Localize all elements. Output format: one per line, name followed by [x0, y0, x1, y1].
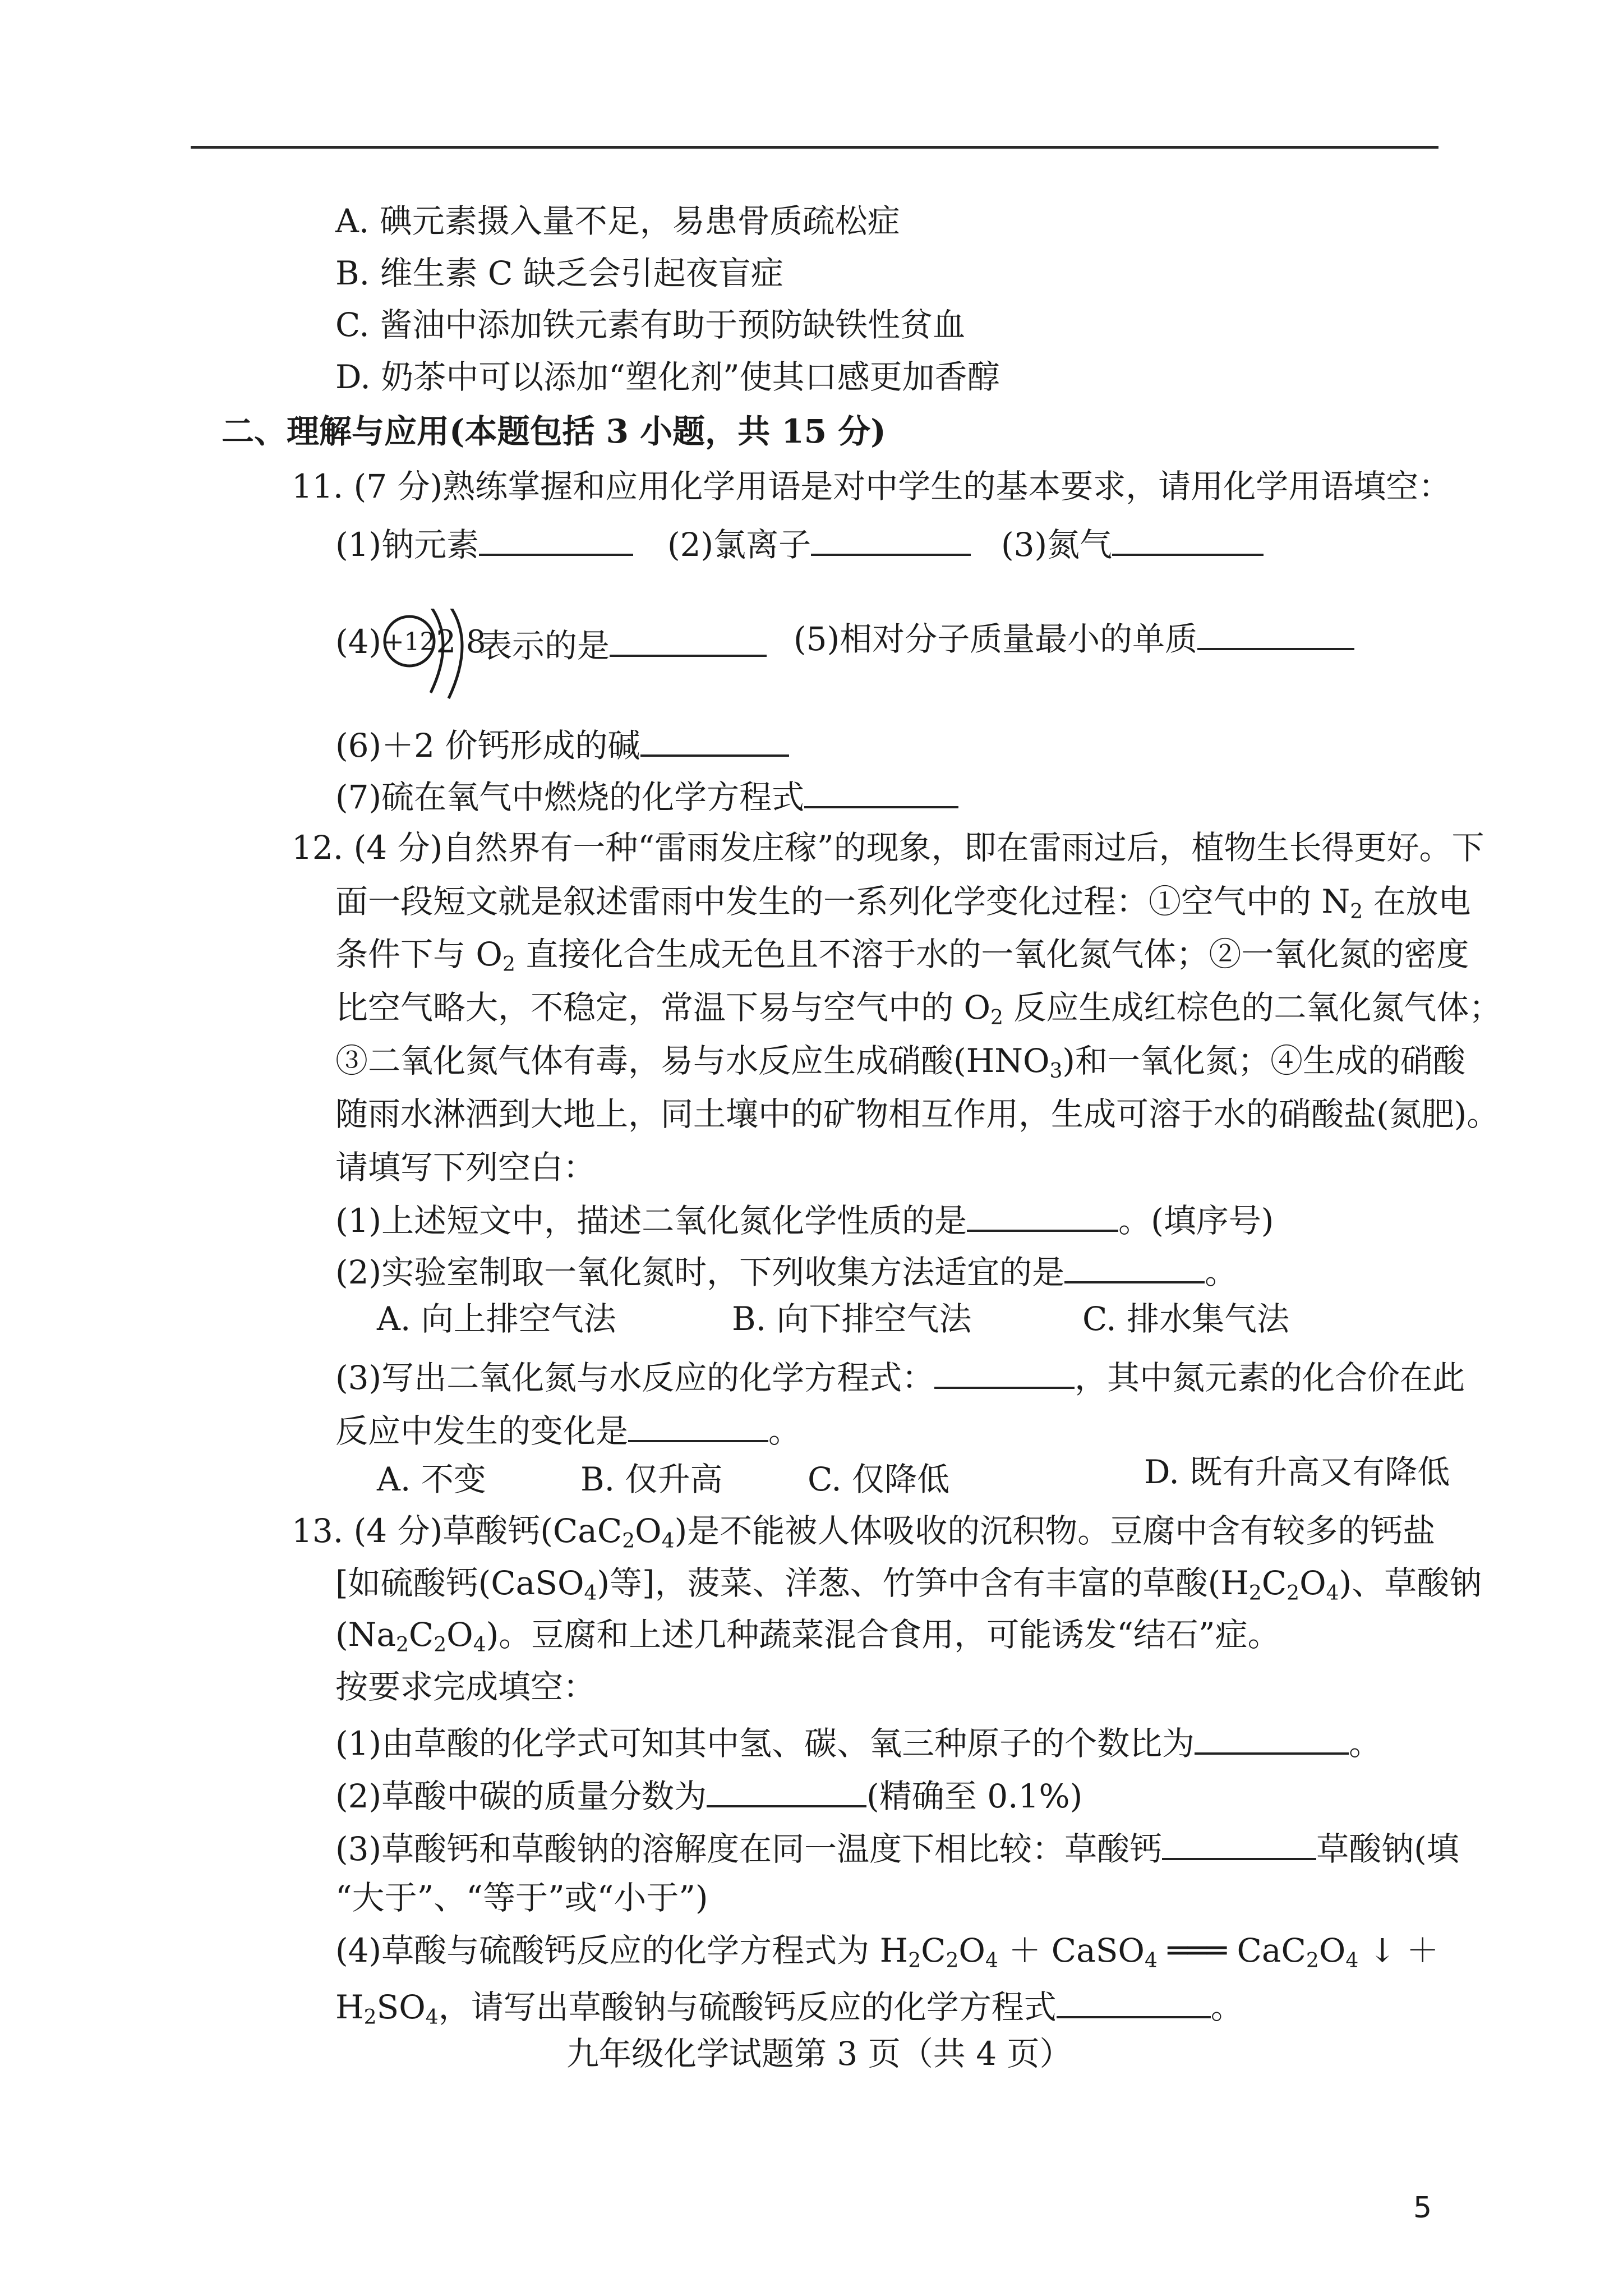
q11-part4-prefix: (4) [335, 623, 382, 661]
q12-part3-option-a: A. 不变 [377, 1460, 486, 1498]
answer-blank [640, 725, 789, 757]
q12-line: 条件下与 $O_2$ 直接化合生成无色且不溶于水的一氧化氮气体；②一氧化氮的密度 [335, 935, 1469, 976]
q13-line: 按要求完成填空： [335, 1668, 596, 1706]
section-title: 二、理解与应用(本题包括 3 小题，共 15 分) [222, 412, 886, 450]
q12-part1: (1)上述短文中，描述二氧化氮化学性质的是 。(填序号) [335, 1202, 1274, 1240]
q11-part2: (2)氯离子 [667, 524, 971, 561]
q13-stem: 13. (4 分)草酸钙$(CaC_2O_4)$是不能被人体吸收的沉积物。豆腐中含有较多的钙盐 [292, 1512, 1436, 1553]
answer-blank [804, 777, 958, 808]
answer-blank [934, 1358, 1075, 1389]
answer-blank [479, 524, 633, 556]
q13-part4-line2: $H_2SO_4$，请写出草酸钠与硫酸钙反应的化学方程式 。 [335, 1988, 1243, 2029]
q11-stem: 11. (7 分)熟练掌握和应用化学用语是对中学生的基本要求，请用化学用语填空： [292, 467, 1451, 505]
q11-part5: (5)相对分子质量最小的单质 [794, 619, 1354, 655]
answer-blank [1064, 1252, 1205, 1283]
q10-option-a: A. 碘元素摄入量不足，易患骨质疏松症 [335, 202, 900, 240]
q13-line: $(Na_2C_2O_4)$。豆腐和上述几种蔬菜混合食用，可能诱发“结石”症。 [335, 1616, 1280, 1657]
q13-part1: (1)由草酸的化学式可知其中氢、碳、氧三种原子的个数比为 。 [335, 1724, 1382, 1763]
answer-blank [1197, 619, 1354, 650]
q12-line: ③二氧化氮气体有毒，易与水反应生成硝酸$(HNO_3)$和一氧化氮；④生成的硝酸 [335, 1042, 1466, 1083]
q12-part3: (3)写出二氧化氮与水反应的化学方程式： ，其中氮元素的化合价在此 [335, 1359, 1465, 1397]
q12-part2: (2)实验室制取一氧化氮时，下列收集方法适宜的是 。 [335, 1253, 1238, 1291]
q12-line: 比空气略大，不稳定，常温下易与空气中的 $O_2$ 反应生成红棕色的二氧化氮气体； [335, 988, 1502, 1029]
q12-part2-option-b: B. 向下排空气法 [732, 1300, 972, 1338]
q12-line: 随雨水淋洒到大地上，同土壤中的矿物相互作用，生成可溶于水的硝酸盐(氮肥)。 [335, 1095, 1500, 1133]
q12-part3-line2: 反应中发生的变化是 。 [335, 1412, 801, 1450]
q12-part2-option-a: A. 向上排空气法 [377, 1300, 616, 1338]
q13-part2: (2)草酸中碳的质量分数为 (精确至 0.1%) [335, 1777, 1083, 1815]
q12-part3-option-b: B. 仅升高 [580, 1460, 723, 1498]
q12-part3-option-d: D. 既有升高又有降低 [1144, 1453, 1450, 1491]
q11-part1: (1)钠元素 [335, 524, 633, 561]
q12-part2-option-c: C. 排水集气法 [1082, 1300, 1290, 1338]
top-rule [191, 146, 1438, 149]
answer-blank [1162, 1829, 1316, 1860]
q13-part3-line2: “大于”、“等于”或“小于”) [335, 1879, 708, 1917]
answer-blank [811, 524, 971, 556]
answer-blank [628, 1411, 768, 1442]
q11-part6: (6)＋2 价钙形成的碱 [335, 725, 789, 762]
answer-blank [967, 1200, 1118, 1232]
page-footer: 九年级化学试题第 3 页（共 4 页） [566, 2035, 1072, 2073]
q12-line: 面一段短文就是叙述雷雨中发生的一系列化学变化过程：①空气中的 $N_2$ 在放电 [335, 882, 1471, 923]
answer-blank [1195, 1723, 1349, 1755]
answer-blank [1112, 524, 1264, 556]
answer-blank [610, 625, 767, 657]
answer-blank [1057, 1987, 1211, 2018]
q11-part3: (3)氮气 [1001, 524, 1264, 561]
q12-part3-option-c: C. 仅降低 [808, 1460, 950, 1498]
electron-counts: 2 8 [436, 624, 486, 660]
atom-structure-diagram [377, 609, 495, 721]
q12-line: 请填写下列空白： [335, 1148, 596, 1186]
page-number: 5 [1413, 2191, 1432, 2225]
q13-part4: (4)草酸与硫酸钙反应的化学方程式为 $H_2C_2O_4$ ＋ CaSO$_4$ ═══ $CaC_2O_4$ ↓ ＋ [335, 1931, 1439, 1972]
q11-part4: 表示的是 [479, 625, 767, 662]
answer-blank [707, 1776, 866, 1807]
q10-option-b: B. 维生素 C 缺乏会引起夜盲症 [335, 254, 783, 292]
nucleus-charge: +12 [383, 628, 436, 656]
q13-line: [如硫酸钙(CaSO$_4$)等]，菠菜、洋葱、竹笋中含有丰富的草酸$(H_2C_2O_4)$、草酸钠 [335, 1564, 1482, 1605]
q13-part3: (3)草酸钙和草酸钠的溶解度在同一温度下相比较：草酸钙 草酸钠(填 [335, 1830, 1459, 1868]
q11-part7: (7)硫在氧气中燃烧的化学方程式 [335, 777, 958, 813]
q10-option-c: C. 酱油中添加铁元素有助于预防缺铁性贫血 [335, 306, 966, 344]
q10-option-d: D. 奶茶中可以添加“塑化剂”使其口感更加香醇 [335, 358, 1000, 396]
q12-stem: 12. (4 分)自然界有一种“雷雨发庄稼”的现象，即在雷雨过后，植物生长得更好。下 [292, 829, 1484, 867]
